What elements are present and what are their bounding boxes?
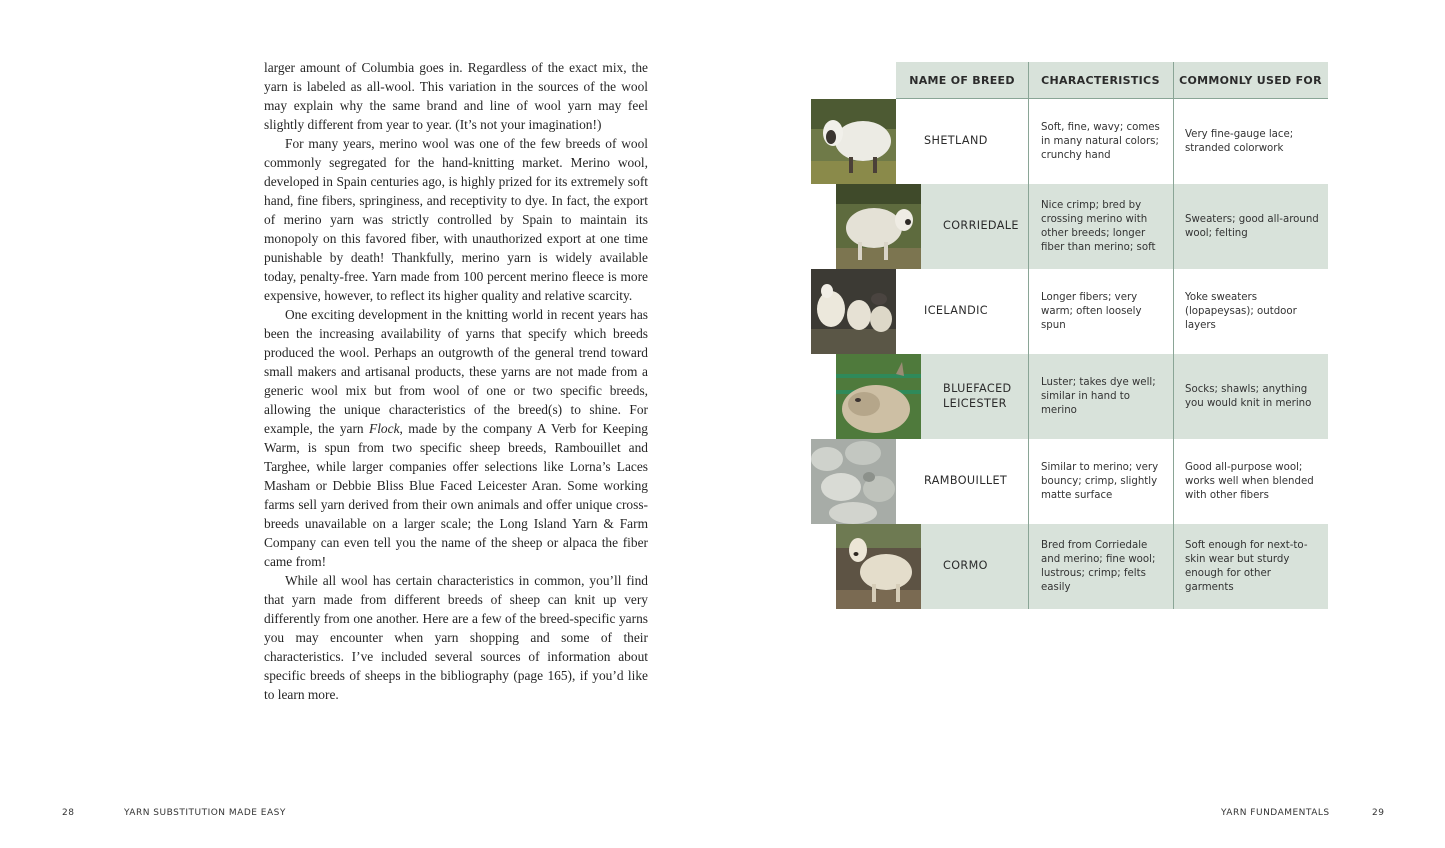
breed-used-for: Socks; shawls; anything you would knit in merino	[1185, 383, 1312, 409]
header-breed: NAME OF BREED	[896, 62, 1028, 99]
breed-name: CORMO	[943, 559, 988, 573]
breed-used-for: Good all-purpose wool; works well when blended with other fibers	[1185, 461, 1314, 501]
header-characteristics: CHARACTERISTICS	[1028, 62, 1173, 99]
sheep-photo-icelandic	[811, 269, 896, 354]
table-row-rambouillet	[811, 439, 1328, 524]
table-row-bluefaced-leicester	[811, 354, 1328, 439]
header-used-for: COMMONLY USED FOR	[1173, 62, 1328, 99]
breed-used-for: Sweaters; good all-around wool; felting	[1185, 213, 1319, 239]
breed-characteristics: Longer fibers; very warm; often loosely spun	[1041, 291, 1142, 331]
breed-characteristics: Soft, fine, wavy; comes in many natural colors; crunchy hand	[1041, 121, 1160, 161]
table-row-corriedale	[811, 184, 1328, 269]
sheep-photo-cormo	[836, 524, 921, 609]
paragraph-3	[264, 305, 648, 571]
table-row-shetland	[811, 99, 1328, 184]
breed-used-for: Yoke sweaters (lopapeysas); outdoor layers	[1185, 291, 1297, 331]
paragraph-3-text-b: , made by the company A Verb for Keeping Warm, is spun from two specific sheep breeds, Rambouillet and Targhee, while larger companies offer selections like Lorna’s Laces Masham or Debbie Bliss Blue Faced Leicester Aran. Some working farms sell yarn derived from their own animals and offer unique cross-breeds unavailable on a larger scale; the Long Island Yarn & Farm Company can even tell you the name of the sheep or alpaca the fiber came from!	[264, 421, 649, 569]
breed-name: CORRIEDALE	[943, 219, 1019, 233]
paragraph-2: For many years, merino wool was one of the few breeds of wool commonly segregated for the hand-knitting market. Merino wool, developed in Spain centuries ago, is highly prized for its extremely soft hand, fine fibers, springiness, and receptivity to dye. In fact, the export of merino yarn was strictly controlled by Spain to maintain its monopoly on this favored fiber, with unauthorized export at one time punishable by death! Thankfully, merino yarn is widely available today, penalty-free. Yarn made from 100 percent merino fleece is more expensive, however, to reflect its higher quality and relative scarcity.	[264, 136, 648, 303]
paragraph-4: While all wool has certain characteristics in common, you’ll find that yarn made from different breeds of sheep can knit up very differently from one another. Here are a few of the breed-specific yarns you may encounter when yarn shopping and some of their characteristics. I’ve included several sources of information about specific breeds of sheeps in the bibliography (page 165), if you’d like to learn more.	[264, 573, 648, 702]
table-row-icelandic	[811, 269, 1328, 354]
breed-used-for: Very fine-gauge lace; stranded colorwork	[1185, 128, 1294, 154]
sheep-photo-shetland	[811, 99, 896, 184]
breed-name: RAMBOUILLET	[924, 474, 1008, 488]
breed-name: SHETLAND	[924, 134, 988, 148]
body-text	[264, 58, 648, 704]
breed-characteristics: Bred from Corriedale and merino; fine wool; lustrous; crimp; felts easily	[1041, 539, 1156, 593]
sheep-photo-rambouillet	[811, 439, 896, 524]
breed-table	[811, 62, 1328, 609]
breed-name: ICELANDIC	[924, 304, 989, 318]
breed-characteristics: Similar to merino; very bouncy; crimp, slightly matte surface	[1041, 461, 1159, 501]
breed-characteristics: Nice crimp; bred by crossing merino with other breeds; longer fiber than merino; soft	[1041, 199, 1156, 253]
breed-name: BLUEFACED LEICESTER	[943, 382, 1012, 410]
breed-characteristics: Luster; takes dye well; similar in hand to merino	[1041, 376, 1156, 416]
yarn-name-flock: Flock	[369, 421, 400, 436]
table-rule-1	[1028, 62, 1029, 609]
sheep-photo-corriedale	[836, 184, 921, 269]
right-page-number: 29	[1372, 808, 1385, 818]
left-running-head: YARN SUBSTITUTION MADE EASY	[124, 808, 286, 818]
table-row-cormo	[811, 524, 1328, 609]
breed-used-for: Soft enough for next-to-skin wear but sturdy enough for other garments	[1185, 539, 1308, 593]
right-running-head: YARN FUNDAMENTALS	[1221, 808, 1330, 818]
table-rule-2	[1173, 62, 1174, 609]
paragraph-3-text-a: One exciting development in the knitting world in recent years has been the increasing availability of yarns that specify which breeds produced the wool. Perhaps an outgrowth of the general trend toward small makers and artisanal products, these yarns are not made from a generic wool mix but from wool of one or two specific breeds, allowing the unique characteristics of the breed(s) to shine. For example, the yarn	[264, 307, 648, 436]
left-page-number: 28	[62, 808, 75, 818]
paragraph-1: larger amount of Columbia goes in. Regardless of the exact mix, the yarn is labeled as all-wool. This variation in the sources of the wool may explain why the same brand and line of wool yarn may feel slightly different from year to year. (It’s not your imagination!)	[264, 60, 648, 132]
sheep-photo-bluefaced-leicester	[836, 354, 921, 439]
